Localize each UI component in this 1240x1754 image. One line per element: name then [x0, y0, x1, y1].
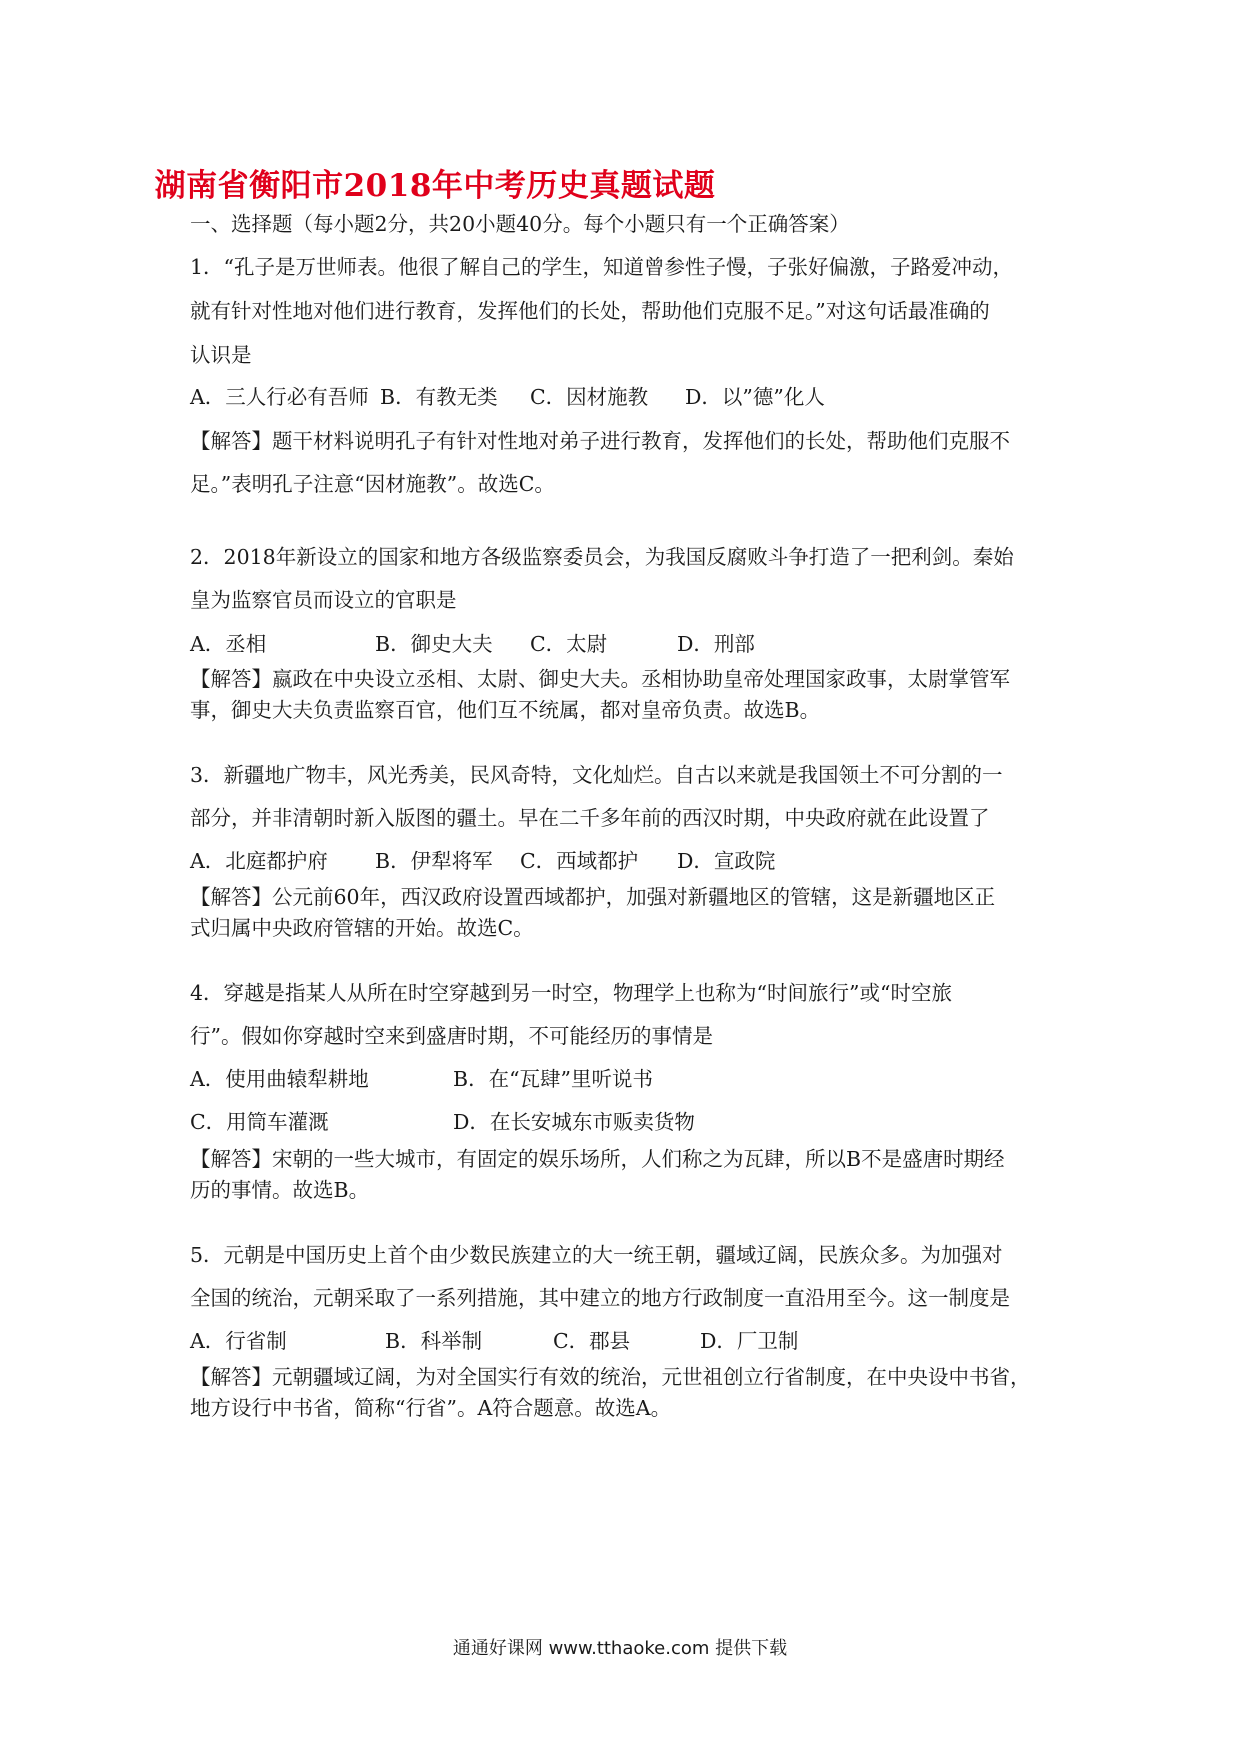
question-5-option-c: C．郡县 [553, 1329, 631, 1353]
question-3-option-c: C．西域都护 [520, 849, 639, 873]
question-3-answer-line-2: 式归属中央政府管辖的开始。故选C。 [190, 916, 534, 940]
question-4-option-d: D．在长安城东市贩卖货物 [453, 1110, 695, 1134]
question-3-line-2: 部分，并非清朝时新入版图的疆土。早在二千多年前的西汉时期，中央政府就在此设置了 [190, 806, 990, 830]
question-2-answer-line-1: 【解答】嬴政在中央设立丞相、太尉、御史大夫。丞相协助皇帝处理国家政事，太尉掌管军 [190, 667, 1010, 691]
question-2-answer-line-2: 事，御史大夫负责监察百官，他们互不统属，都对皇帝负责。故选B。 [190, 698, 821, 722]
question-3-option-b: B．伊犁将军 [375, 849, 493, 873]
question-1-answer-line-2: 足。”表明孔子注意“因材施教”。故选C。 [190, 472, 555, 496]
question-2-option-d: D．刑部 [677, 632, 755, 656]
question-1-option-c: C．因材施教 [530, 385, 649, 409]
question-3-option-a: A．北庭都护府 [190, 849, 328, 873]
footer-source-link[interactable]: 通通好课网 www.tthaoke.com 提供下载 [452, 1638, 788, 1659]
question-2-line-1: 2．2018年新设立的国家和地方各级监察委员会，为我国反腐败斗争打造了一把利剑。秦始 [190, 545, 1014, 569]
question-5-option-b: B．科举制 [385, 1329, 483, 1353]
question-1-option-a: A．三人行必有吾师 [190, 385, 369, 409]
question-4-answer-line-2: 历的事情。故选B。 [190, 1178, 370, 1202]
question-1-line-2: 就有针对性地对他们进行教育，发挥他们的长处，帮助他们克服不足。”对这句话最准确的 [190, 299, 990, 323]
section-heading: 一、选择题（每小题2分，共20小题40分。每个小题只有一个正确答案） [190, 212, 850, 236]
question-4-option-b: B．在“瓦肆”里听说书 [453, 1067, 654, 1091]
question-2-option-b: B．御史大夫 [375, 632, 493, 656]
page-title: 湖南省衡阳市2018年中考历史真题试题 [154, 168, 716, 204]
question-5-option-d: D．厂卫制 [700, 1329, 799, 1353]
question-2-line-2: 皇为监察官员而设立的官职是 [190, 588, 457, 612]
question-4-option-c: C．用筒车灌溉 [190, 1110, 329, 1134]
question-3-line-1: 3．新疆地广物丰，风光秀美，民风奇特，文化灿烂。自古以来就是我国领土不可分割的一 [190, 763, 1003, 787]
question-4-line-2: 行”。假如你穿越时空来到盛唐时期，不可能经历的事情是 [190, 1024, 713, 1048]
question-1-answer-line-1: 【解答】题干材料说明孔子有针对性地对弟子进行教育，发挥他们的长处，帮助他们克服不 [190, 429, 1010, 453]
question-5-line-2: 全国的统治，元朝采取了一系列措施，其中建立的地方行政制度一直沿用至今。这一制度是 [190, 1286, 1010, 1310]
question-4-line-1: 4．穿越是指某人从所在时空穿越到另一时空，物理学上也称为“时间旅行”或“时空旅 [190, 981, 952, 1005]
question-2-option-c: C．太尉 [530, 632, 608, 656]
question-2-option-a: A．丞相 [190, 632, 267, 656]
question-3-option-d: D．宣政院 [677, 849, 776, 873]
question-5-option-a: A．行省制 [190, 1329, 287, 1353]
question-3-answer-line-1: 【解答】公元前60年，西汉政府设置西域都护，加强对新疆地区的管辖，这是新疆地区正 [190, 885, 996, 909]
question-1-option-b: B．有教无类 [380, 385, 498, 409]
question-5-line-1: 5．元朝是中国历史上首个由少数民族建立的大一统王朝，疆域辽阔，民族众多。为加强对 [190, 1243, 1003, 1267]
question-5-answer-line-1: 【解答】元朝疆域辽阔，为对全国实行有效的统治，元世祖创立行省制度，在中央设中书省， [190, 1365, 1031, 1389]
question-1-line-3: 认识是 [190, 343, 252, 367]
question-1-line-1: 1．“孔子是万世师表。他很了解自己的学生，知道曾参性子慢，子张好偏激，子路爱冲动， [190, 255, 1014, 279]
question-4-answer-line-1: 【解答】宋朝的一些大城市，有固定的娱乐场所，人们称之为瓦肆，所以B不是盛唐时期经 [190, 1147, 1005, 1171]
question-5-answer-line-2: 地方设行中书省，简称“行省”。A符合题意。故选A。 [190, 1396, 672, 1420]
question-4-option-a: A．使用曲辕犁耕地 [190, 1067, 369, 1091]
question-1-option-d: D．以”德”化人 [685, 385, 825, 409]
